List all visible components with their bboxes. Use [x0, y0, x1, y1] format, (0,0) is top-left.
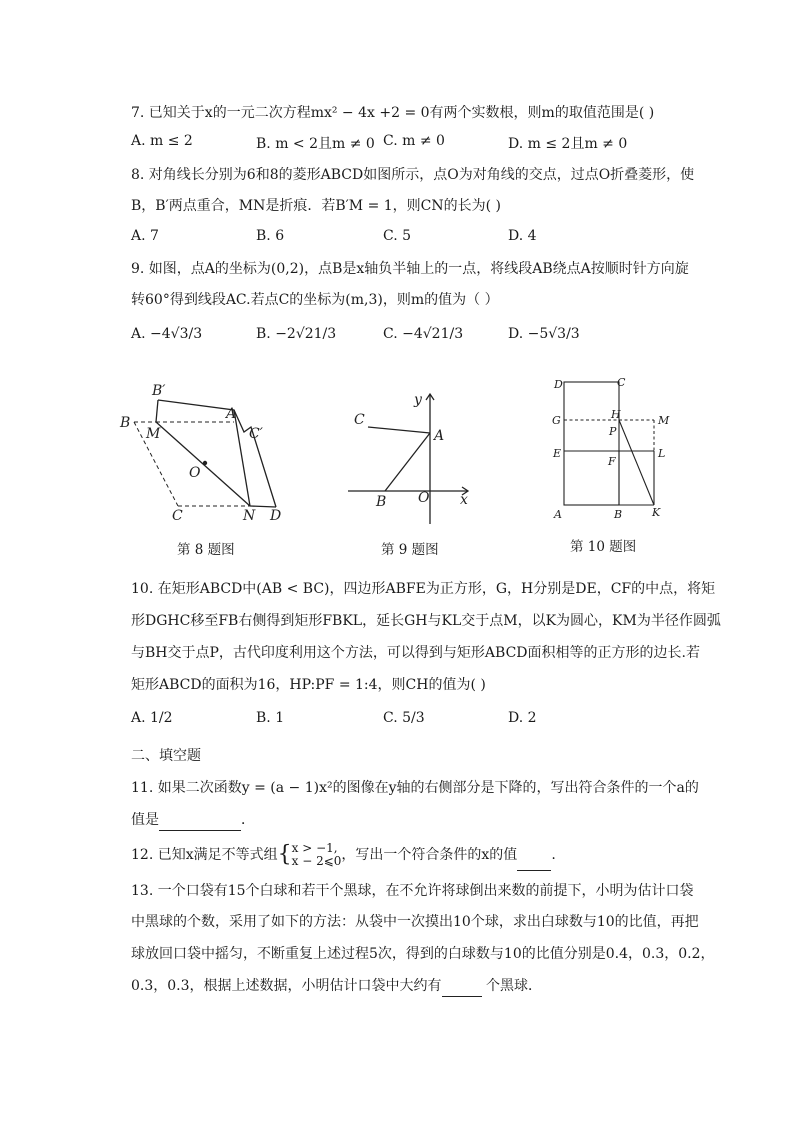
q7-option-c[interactable]: C. m ≠ 0 — [383, 133, 445, 149]
q12-ineq2: x − 2⩽0 — [291, 854, 342, 868]
q8-option-d[interactable]: D. 4 — [508, 228, 537, 244]
q10-line4: 矩形ABCD的面积为16，HP:PF = 1:4，则CH的值为( ) — [131, 677, 486, 693]
q13-line2: 中黑球的个数，采用了如下的方法：从袋中一次摸出10个球，求出白球数与10的比值，再把 — [131, 914, 699, 930]
figure-8 — [116, 376, 296, 526]
q9-options — [131, 326, 691, 348]
fig10-label-p: P — [609, 425, 617, 438]
q10-line2: 形DGHC移至FB右侧得到矩形FBKL，延长GH与KL交于点M，以K为圆心，KM为半径作圆弧 — [131, 613, 721, 629]
q13-line4-wrap — [131, 976, 542, 997]
q10-line3: 与BH交于点P，古代印度利用这个方法，可以得到与矩形ABCD面积相等的正方形的边长.若 — [131, 645, 700, 661]
q12-answer-blank[interactable] — [517, 840, 551, 871]
q12-inequality-system — [292, 842, 342, 868]
fig8-label-cprime: C′ — [249, 426, 263, 442]
fig9-label-b: B — [376, 494, 387, 510]
fig9-label-o: O — [418, 490, 430, 506]
fig10-label-b: B — [614, 508, 623, 521]
fig10-caption: 第 10 题图 — [570, 539, 637, 555]
q9-option-a[interactable]: A. −4√3/3 — [131, 326, 203, 342]
fig9-label-a: A — [434, 428, 445, 444]
q9-line1: 9. 如图，点A的坐标为(0,2)，点B是x轴负半轴上的一点，将线段AB绕点A按顺时针方向旋 — [131, 261, 689, 277]
q13-line3: 球放回口袋中摇匀，不断重复上述过程5次，得到的白球数与10的比值分别是0.4，0.3，0.2， — [131, 946, 715, 962]
fig9-label-x: x — [460, 492, 468, 508]
fig9-label-y: y — [414, 392, 422, 408]
figure-10 — [548, 374, 678, 524]
q11-line1: 11. 如果二次函数y = (a − 1)x²的图像在y轴的右侧部分是下降的，写出符合条件的一个a的 — [131, 780, 699, 796]
fig10-label-g: G — [552, 414, 561, 427]
q12-brace: { — [277, 842, 292, 867]
q7-option-d[interactable]: D. m ≤ 2且m ≠ 0 — [508, 136, 628, 152]
q10-option-a[interactable]: A. 1/2 — [131, 710, 173, 726]
q7-option-a[interactable]: A. m ≤ 2 — [131, 133, 193, 149]
fig8-label-d: D — [270, 508, 282, 524]
fig8-label-o: O — [189, 465, 201, 481]
q7-options — [131, 133, 691, 155]
q12-before: 12. 已知x满足不等式组 — [131, 847, 278, 863]
fig10-label-d: D — [554, 378, 563, 391]
fig9-label-c: C — [354, 412, 365, 428]
fig8-label-b: B — [120, 415, 131, 431]
fig10-label-m: M — [658, 414, 670, 427]
q8-option-a[interactable]: A. 7 — [131, 228, 159, 244]
figure-9 — [340, 386, 480, 531]
q11-line2-text: 值是 — [131, 812, 159, 828]
fig10-label-f: F — [608, 455, 616, 468]
q7-text: 7. 已知关于x的一元二次方程mx² − 4x +2 = 0有两个实数根，则m的取值范围是( ) — [131, 105, 655, 121]
q10-option-d[interactable]: D. 2 — [508, 710, 537, 726]
q10-line1: 10. 在矩形ABCD中(AB < BC)，四边形ABFE为正方形，G，H分别是DE，CF的中点，将矩 — [131, 581, 716, 597]
q7-option-b[interactable]: B. m < 2且m ≠ 0 — [256, 136, 375, 152]
fig10-label-a: A — [554, 508, 562, 521]
fig8-label-n: N — [243, 508, 256, 524]
fig10-label-l: L — [658, 447, 666, 460]
q11-line2 — [131, 810, 255, 831]
fig10-label-h: H — [611, 408, 621, 421]
q9-option-d[interactable]: D. −5√3/3 — [508, 326, 580, 342]
q9-line2: 转60°得到线段AC.若点C的坐标为(m,3)，则m的值为（ ） — [131, 292, 499, 308]
q11-line2-end: ． — [241, 812, 255, 828]
fig8-label-m: M — [146, 426, 161, 442]
q8-line2: B，B′两点重合，MN是折痕．若B′M = 1，则CN的长为( ) — [131, 198, 502, 214]
q8-options — [131, 228, 691, 250]
q12-line — [131, 840, 556, 870]
fig10-label-e: E — [553, 447, 562, 460]
q12-end: . — [551, 847, 556, 863]
q12-after: ，写出一个符合条件的x的值 — [341, 847, 518, 863]
fig8-caption: 第 8 题图 — [177, 542, 235, 558]
fig10-label-c: C — [617, 376, 626, 389]
q10-options — [131, 710, 691, 732]
section-2-title: 二、填空题 — [131, 748, 201, 764]
q13-line4-end: 个黑球． — [481, 978, 542, 994]
q12-ineq1: x > −1, — [291, 841, 338, 855]
fig8-label-c: C — [172, 508, 183, 524]
fig8-label-a: A — [226, 406, 237, 422]
q8-option-b[interactable]: B. 6 — [256, 228, 285, 244]
q9-option-b[interactable]: B. −2√21/3 — [256, 326, 337, 342]
q11-answer-blank[interactable] — [159, 810, 241, 831]
q13-line1: 13. 一个口袋有15个白球和若干个黑球，在不允许将球倒出来数的前提下，小明为估计口袋 — [131, 883, 694, 899]
q13-answer-blank[interactable] — [442, 976, 482, 997]
q8-option-c[interactable]: C. 5 — [383, 228, 412, 244]
fig10-label-k: K — [652, 506, 661, 519]
q10-option-c[interactable]: C. 5/3 — [383, 710, 425, 726]
q13-line4: 0.3，0.3，根据上述数据，小明估计口袋中大约有 — [131, 978, 442, 994]
q10-option-b[interactable]: B. 1 — [256, 710, 285, 726]
q8-line1: 8. 对角线长分别为6和8的菱形ABCD如图所示，点O为对角线的交点，过点O折叠菱形，使 — [131, 167, 695, 183]
fig8-label-bprime: B′ — [152, 383, 166, 399]
fig9-caption: 第 9 题图 — [381, 542, 439, 558]
q9-option-c[interactable]: C. −4√21/3 — [383, 326, 464, 342]
